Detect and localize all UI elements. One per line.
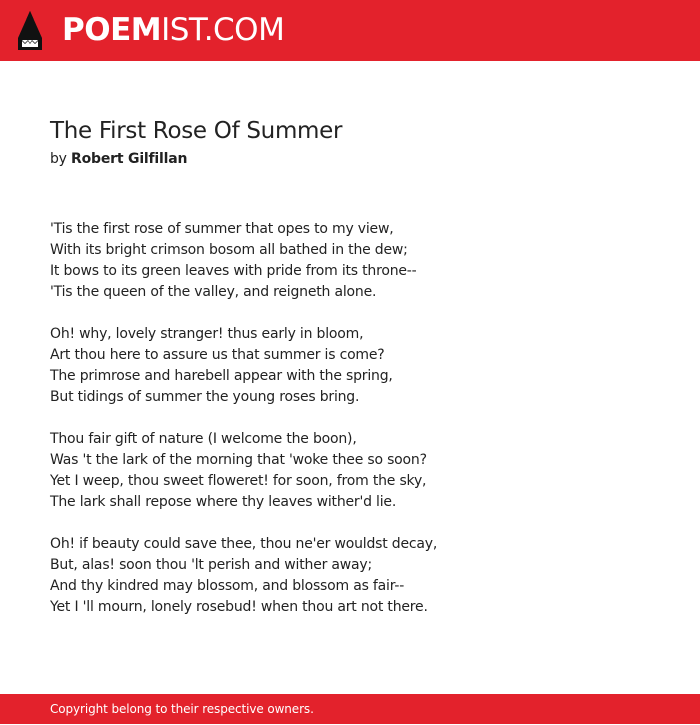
- site-logo-link[interactable]: [62, 11, 284, 49]
- poem-line: The lark shall repose where thy leaves wither'd lie.: [50, 494, 397, 510]
- stanza: [50, 534, 650, 618]
- poem-title: The First Rose Of Summer: [50, 118, 343, 144]
- poem-line: And thy kindred may blossom, and blossom as fair--: [50, 578, 405, 594]
- site-footer: [0, 694, 700, 724]
- stanza: [50, 429, 650, 513]
- poem-line: Thou fair gift of nature (I welcome the boon),: [50, 431, 357, 447]
- copyright-text: Copyright belong to their respective owners.: [50, 702, 314, 716]
- author-link[interactable]: Robert Gilfillan: [71, 151, 188, 167]
- by-label: by: [50, 151, 67, 167]
- poem-line: Art thou here to assure us that summer is come?: [50, 347, 385, 363]
- brand-name-bold: POEM: [62, 12, 162, 48]
- byline: [50, 149, 650, 169]
- poem-line: But, alas! soon thou 'lt perish and wither away;: [50, 557, 373, 573]
- poem-line: The primrose and harebell appear with the spring,: [50, 368, 393, 384]
- poem-line: With its bright crimson bosom all bathed in the dew;: [50, 242, 408, 258]
- stanza: [50, 324, 650, 408]
- poem-line: 'Tis the queen of the valley, and reigneth alone.: [50, 284, 377, 300]
- poem-line: It bows to its green leaves with pride from its throne--: [50, 263, 417, 279]
- poem-body: [50, 219, 650, 618]
- poem-line: 'Tis the first rose of summer that opes to my view,: [50, 221, 394, 237]
- pencil-tip-icon[interactable]: [17, 10, 43, 51]
- poem-line: But tidings of summer the young roses bring.: [50, 389, 360, 405]
- site-header: [0, 0, 700, 61]
- poem-content: [50, 113, 650, 639]
- poem-line: Yet I 'll mourn, lonely rosebud! when thou art not there.: [50, 599, 428, 615]
- stanza: [50, 219, 650, 303]
- poem-line: Was 't the lark of the morning that 'woke thee so soon?: [50, 452, 427, 468]
- brand-name-light: IST.COM: [161, 12, 285, 48]
- poem-line: Yet I weep, thou sweet floweret! for soon, from the sky,: [50, 473, 427, 489]
- poem-line: Oh! if beauty could save thee, thou ne'er wouldst decay,: [50, 536, 438, 552]
- poem-line: Oh! why, lovely stranger! thus early in bloom,: [50, 326, 364, 342]
